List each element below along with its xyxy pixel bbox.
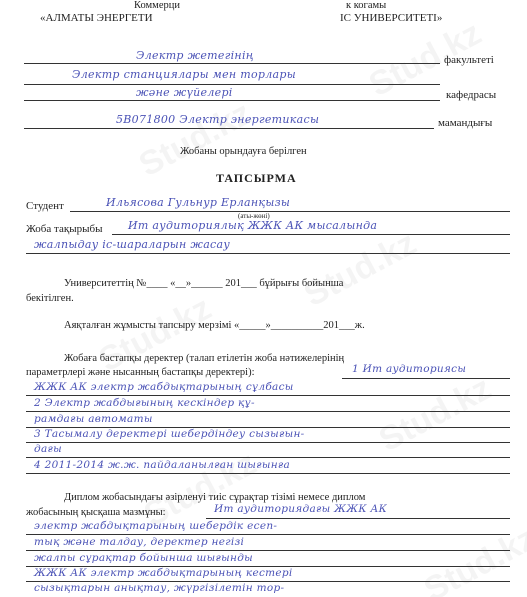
contents-line: Ит аудиториядағы ЖЖК АК xyxy=(214,503,388,515)
header-right-line1: к когамы xyxy=(346,0,387,11)
watermark xyxy=(298,224,423,315)
approval-line-2: бекітілген. xyxy=(26,293,74,304)
initial-data-intro-2: параметрлері және нысанның бастапқы деректері): xyxy=(26,367,255,378)
initial-data-line: 3 Тасымалу деректері шебердіндеу сызығын- xyxy=(34,428,305,440)
header-left-line2: «АЛМАТЫ ЭНЕРГЕТИ xyxy=(40,12,153,24)
topic-underline-2 xyxy=(26,253,510,254)
contents-intro-1: Диплом жобасындағы әзірленуі тиіс сұрақтар тізімі немесе диплом xyxy=(64,492,366,503)
topic-label: Жоба тақырыбы xyxy=(26,223,103,235)
approval-line-1: Университеттің №____ «__»______ 201___ бұйрығы бойынша xyxy=(64,278,344,289)
faculty-underline xyxy=(24,63,440,64)
initial-data-underline xyxy=(26,411,510,412)
department-underline-2 xyxy=(24,100,440,101)
watermark xyxy=(373,369,498,460)
initial-data-line: дағы xyxy=(34,443,62,455)
faculty-value: Электр жетегінің xyxy=(136,49,254,62)
initial-data-underline xyxy=(342,378,510,379)
document-title: ТАПСЫРМА xyxy=(216,171,297,185)
initial-data-underline xyxy=(26,457,510,458)
contents-line: электр жабдықтарының шебердік есеп- xyxy=(34,520,278,532)
student-value: Ильясова Гульнур Ерланқызы xyxy=(106,196,291,209)
student-underline xyxy=(70,211,510,212)
header-left-line1: Коммерци xyxy=(134,0,180,11)
specialty-underline xyxy=(24,128,434,129)
contents-line: ЖЖК АК электр жабдықтарының кестері xyxy=(34,567,293,579)
header-right-line2: ІС УНИВЕРСИТЕТІ» xyxy=(340,12,443,24)
specialty-value: 5В071800 Электр энергетикасы xyxy=(116,113,320,126)
initial-data-line: ЖЖК АК электр жабдықтарының сұлбасы xyxy=(34,381,294,393)
contents-underline xyxy=(26,550,510,551)
initial-data-underline xyxy=(26,442,510,443)
initial-data-line: рамдағы автоматы xyxy=(34,413,153,425)
initial-data-underline xyxy=(26,395,510,396)
faculty-label: факультеті xyxy=(444,54,494,66)
watermark xyxy=(418,519,527,597)
department-underline-1 xyxy=(24,84,440,85)
contents-intro-2: жобасының қысқаша мазмұны: xyxy=(26,507,166,518)
initial-data-line: 4 2011-2014 ж.ж. пайдаланылған шығынға xyxy=(34,459,291,471)
student-label: Студент xyxy=(26,200,64,212)
initial-data-intro-1: Жобаға бастапқы деректер (талап етілетін жоба нәтижелерінің xyxy=(64,353,345,364)
department-label: кафедрасы xyxy=(446,89,497,101)
department-value-1: Электр станциялары мен торлары xyxy=(72,68,296,81)
contents-line: тық және талдау, деректер негізі xyxy=(34,536,245,548)
initial-data-line: 2 Электр жабдығының кескіндер құ- xyxy=(34,397,255,409)
issued-line: Жобаны орындауға берілген xyxy=(180,146,307,157)
deadline-line: Аяқталған жұмысты тапсыру мерзімі «_____»__________201___ж. xyxy=(64,320,365,331)
department-value-2: және жүйелері xyxy=(136,86,233,99)
contents-line: жалпы сұрақтар бойынша шығынды xyxy=(34,552,253,564)
contents-underline xyxy=(206,518,510,519)
topic-underline-1 xyxy=(112,234,510,235)
topic-value-2: жалпыдау іс-шараларын жасау xyxy=(34,238,231,251)
contents-underline xyxy=(26,534,510,535)
student-sublabel: (аты-жөні) xyxy=(238,212,270,220)
contents-line: сызықтарын анықтау, жүргізілетін тор- xyxy=(34,582,285,594)
initial-data-underline xyxy=(26,473,510,474)
topic-value-1: Ит аудиториялық ЖЖК АК мысалында xyxy=(128,219,378,232)
initial-data-line: 1 Ит аудиториясы xyxy=(352,363,467,375)
specialty-label: мамандығы xyxy=(438,117,493,129)
